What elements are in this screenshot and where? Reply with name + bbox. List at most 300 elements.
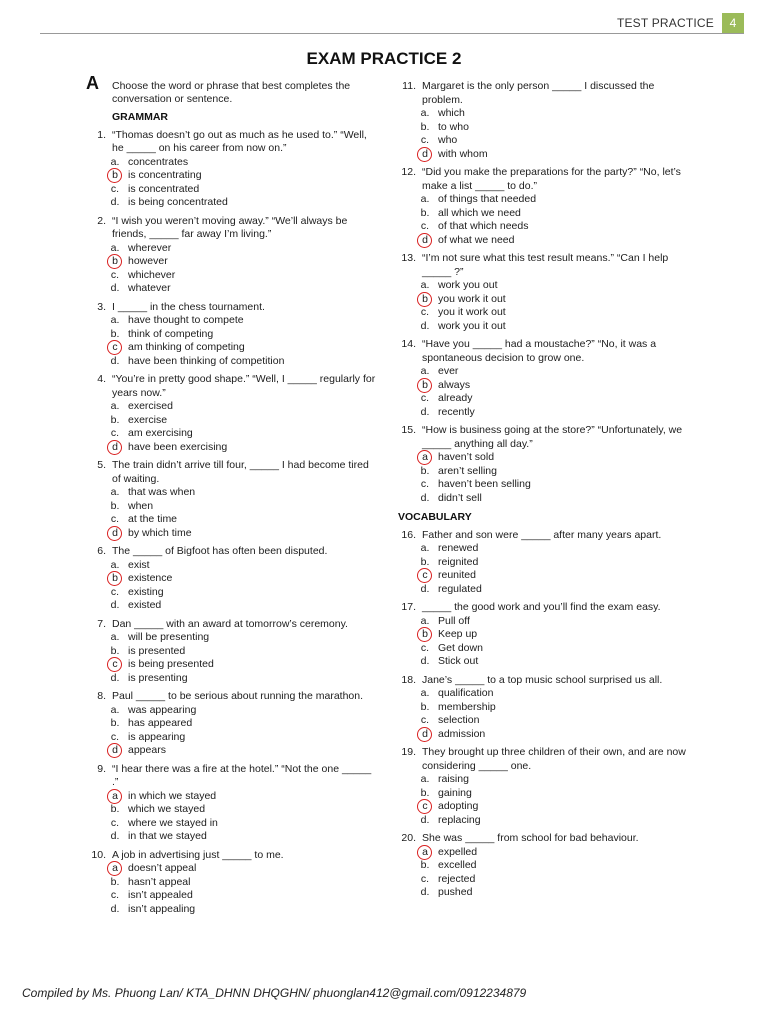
answer-option — [108, 441, 378, 455]
question-item — [398, 529, 698, 597]
question-stem — [398, 424, 698, 451]
question-stem — [398, 338, 698, 365]
circled-answer-letter: b — [418, 293, 432, 307]
question-item — [88, 129, 378, 210]
question-stem — [88, 763, 378, 790]
option-text: will be presenting — [128, 631, 210, 643]
option-letter: d. — [110, 196, 120, 208]
option-text: gaining — [438, 786, 472, 799]
left-column — [86, 73, 378, 921]
option-text: isn’t appealed — [128, 889, 193, 901]
circled-answer-letter: d — [418, 728, 432, 742]
option-letter: d. — [110, 599, 120, 611]
option-text: have been thinking of competition — [128, 354, 285, 367]
section-letter: A — [86, 73, 99, 93]
option-text: raising — [438, 773, 469, 785]
option-letter: b. — [110, 413, 120, 426]
option-letter: a. — [420, 107, 430, 119]
option-text: existing — [128, 585, 164, 598]
option-text: by which time — [128, 526, 192, 539]
question-text: “Thomas doesn’t go out as much as he used to.” “Well, he _____ on his career from now on.” — [112, 128, 367, 154]
option-text: Pull off — [438, 614, 470, 627]
footer-credit: Compiled by Ms. Phuong Lan/ KTA_DHNN DHQGHN/ phuonglan412@gmail.com/0912234879 — [22, 986, 527, 1000]
question-stem — [398, 832, 698, 846]
header-title: TEST PRACTICE — [616, 16, 714, 30]
option-letter: c. — [420, 392, 430, 404]
option-text: exercise — [128, 413, 168, 426]
option-letter: a. — [110, 155, 120, 168]
option-letter: d. — [420, 491, 430, 504]
page-title: EXAM PRACTICE 2 — [306, 49, 462, 68]
option-text: excelled — [438, 859, 477, 871]
option-letter: c. — [110, 182, 120, 195]
answer-option — [108, 427, 378, 441]
answer-option — [108, 328, 378, 342]
option-text: is presenting — [128, 671, 188, 684]
option-text: Stick out — [438, 655, 479, 667]
option-letter: a. — [420, 542, 430, 554]
answer-option — [418, 814, 698, 828]
question-number: 19. — [401, 746, 416, 758]
question-item — [88, 763, 378, 844]
option-text: which — [438, 107, 465, 119]
option-text: of what we need — [438, 233, 515, 246]
answer-option — [418, 379, 698, 393]
option-text: when — [128, 499, 154, 512]
option-letter: c. — [110, 427, 120, 439]
answer-option — [108, 314, 378, 328]
question-item — [88, 545, 378, 613]
question-stem — [398, 252, 698, 279]
answer-option — [108, 572, 378, 586]
question-number: 18. — [401, 673, 416, 686]
question-item — [88, 459, 378, 540]
answer-option — [418, 542, 698, 556]
answer-option — [108, 658, 378, 672]
option-letter: a. — [110, 703, 120, 716]
option-text: with whom — [438, 147, 488, 160]
circled-answer-letter: d — [108, 744, 122, 758]
option-text: always — [438, 378, 471, 391]
circled-answer-letter: a — [108, 790, 122, 804]
question-text: Margaret is the only person _____ I discussed the problem. — [422, 80, 655, 106]
option-text: is presented — [128, 644, 186, 657]
answer-option — [108, 731, 378, 745]
vocabulary-heading: VOCABULARY — [398, 511, 472, 523]
answer-option — [418, 220, 698, 234]
option-text: didn’t sell — [438, 491, 482, 504]
question-stem — [398, 529, 698, 543]
question-text: She was _____ from school for bad behaviour. — [422, 832, 639, 844]
circled-answer-letter: b — [108, 572, 122, 586]
question-stem — [88, 215, 378, 242]
question-number: 6. — [97, 545, 106, 557]
option-text: rejected — [438, 872, 476, 885]
question-number: 4. — [97, 373, 106, 385]
answer-option — [418, 787, 698, 801]
question-stem — [88, 459, 378, 486]
option-letter: a. — [110, 558, 120, 571]
option-letter: b. — [420, 859, 430, 871]
answer-option — [418, 583, 698, 597]
option-letter: c. — [420, 478, 430, 490]
question-number: 8. — [97, 690, 106, 702]
answer-option — [418, 773, 698, 787]
option-text: you it work out — [438, 306, 506, 318]
question-item — [88, 301, 378, 369]
answer-option — [418, 234, 698, 248]
circled-answer-letter: a — [418, 451, 432, 465]
question-stem — [88, 129, 378, 156]
answer-option — [418, 365, 698, 379]
right-column — [398, 80, 698, 905]
option-letter: c. — [420, 306, 430, 318]
option-text: aren’t selling — [438, 464, 497, 477]
question-number: 9. — [97, 762, 106, 775]
option-text: appears — [128, 744, 166, 756]
question-item — [88, 215, 378, 296]
circled-answer-letter: d — [108, 527, 122, 541]
answer-option — [108, 156, 378, 170]
answer-option — [108, 876, 378, 890]
question-stem — [398, 80, 698, 107]
option-letter: b. — [110, 803, 120, 815]
question-item — [88, 849, 378, 917]
option-letter: d. — [420, 813, 430, 826]
option-text: was appearing — [128, 703, 197, 716]
answer-option — [418, 121, 698, 135]
option-letter: c. — [420, 872, 430, 885]
question-text: “Did you make the preparations for the party?” “No, let’s make a list _____ to do.” — [422, 166, 681, 192]
header-divider — [40, 33, 744, 34]
option-text: have been exercising — [128, 440, 228, 453]
option-text: haven’t been selling — [438, 478, 531, 490]
question-stem — [88, 301, 378, 315]
option-text: existed — [128, 599, 162, 611]
question-item — [88, 618, 378, 686]
option-text: however — [128, 255, 168, 267]
answer-option — [418, 451, 698, 465]
answer-option — [108, 704, 378, 718]
option-letter: a. — [420, 279, 430, 291]
answer-option — [108, 559, 378, 573]
answer-option — [418, 392, 698, 406]
circled-answer-letter: b — [418, 379, 432, 393]
option-letter: a. — [110, 631, 120, 643]
question-text: Dan _____ with an award at tomorrow’s ceremony. — [112, 617, 348, 630]
answer-option — [418, 492, 698, 506]
question-text: “You’re in pretty good shape.” “Well, I _____ regularly for years now.” — [112, 373, 376, 399]
answer-option — [418, 320, 698, 334]
circled-answer-letter: c — [108, 341, 122, 355]
option-text: have thought to compete — [128, 314, 244, 326]
question-item — [398, 80, 698, 161]
question-number: 13. — [401, 252, 416, 264]
circled-answer-letter: c — [108, 658, 122, 672]
page-header — [617, 13, 744, 33]
answer-option — [108, 513, 378, 527]
option-text: Get down — [438, 641, 483, 654]
answer-option — [108, 255, 378, 269]
answer-option — [108, 183, 378, 197]
option-text: doesn’t appeal — [128, 862, 197, 874]
option-letter: d. — [420, 405, 430, 418]
option-text: is appearing — [128, 730, 186, 743]
answer-option — [418, 800, 698, 814]
grammar-heading: GRAMMAR — [112, 111, 168, 123]
question-text: I _____ in the chess tournament. — [112, 300, 265, 313]
answer-option — [108, 817, 378, 831]
option-text: am thinking of competing — [128, 341, 245, 353]
question-text: A job in advertising just _____ to me. — [112, 848, 284, 861]
answer-option — [418, 306, 698, 320]
option-text: who — [438, 134, 458, 146]
question-text: Paul _____ to be serious about running the marathon. — [112, 690, 364, 702]
question-number: 5. — [97, 459, 106, 471]
option-letter: d. — [420, 319, 430, 332]
answer-option — [418, 556, 698, 570]
answer-option — [108, 744, 378, 758]
question-number: 1. — [97, 128, 106, 141]
option-letter: c. — [420, 641, 430, 654]
option-text: haven’t sold — [438, 451, 495, 463]
option-letter: a. — [110, 241, 120, 254]
question-number: 11. — [402, 80, 416, 92]
question-stem — [88, 849, 378, 863]
option-letter: a. — [110, 400, 120, 412]
answer-option — [108, 586, 378, 600]
question-stem — [398, 601, 698, 615]
answer-option — [108, 672, 378, 686]
question-number: 7. — [97, 617, 106, 630]
question-stem — [88, 545, 378, 559]
instructions: Choose the word or phrase that best completes the conversation or sentence. — [112, 80, 351, 105]
option-text: selection — [438, 714, 480, 726]
question-text: The _____ of Bigfoot has often been disputed. — [112, 545, 328, 557]
answer-option — [108, 830, 378, 844]
option-text: already — [438, 392, 473, 404]
answer-option — [108, 717, 378, 731]
option-letter: b. — [110, 717, 120, 729]
option-text: is concentrating — [128, 169, 202, 181]
answer-option — [418, 873, 698, 887]
circled-answer-letter: b — [418, 628, 432, 642]
option-letter: c. — [110, 730, 120, 743]
question-item — [398, 746, 698, 827]
answer-option — [108, 862, 378, 876]
option-letter: a. — [110, 486, 120, 498]
option-letter: b. — [420, 555, 430, 568]
option-letter: b. — [420, 206, 430, 219]
circled-answer-letter: b — [108, 255, 122, 269]
option-text: where we stayed in — [128, 816, 218, 829]
option-text: work you out — [438, 279, 498, 291]
answer-option — [108, 282, 378, 296]
option-text: in that we stayed — [128, 830, 207, 842]
answer-option — [108, 486, 378, 500]
option-letter: c. — [110, 585, 120, 598]
question-item — [88, 373, 378, 454]
answer-option — [108, 269, 378, 283]
answer-option — [108, 400, 378, 414]
option-text: Keep up — [438, 628, 478, 640]
option-text: renewed — [438, 542, 479, 554]
question-text: Father and son were _____ after many years apart. — [422, 528, 662, 541]
question-item — [398, 601, 698, 669]
question-item — [398, 166, 698, 247]
circled-answer-letter: c — [418, 800, 432, 814]
answer-option — [108, 169, 378, 183]
option-text: whatever — [128, 282, 171, 294]
option-letter: b. — [420, 464, 430, 477]
question-number: 16. — [401, 528, 416, 541]
answer-option — [418, 846, 698, 860]
option-letter: d. — [110, 282, 120, 294]
option-text: adopting — [438, 800, 479, 812]
option-text: work you it out — [438, 319, 506, 332]
question-text: They brought up three children of their own, and are now considering _____ one. — [422, 746, 686, 772]
option-text: hasn’t appeal — [128, 875, 191, 888]
option-text: regulated — [438, 582, 482, 595]
right-question-list-vocab — [398, 529, 698, 900]
option-text: exercised — [128, 400, 173, 412]
question-number: 15. — [401, 424, 416, 436]
question-text: Jane’s _____ to a top music school surprised us all. — [422, 673, 663, 686]
answer-option — [418, 628, 698, 642]
option-text: in which we stayed — [128, 789, 217, 802]
option-text: all which we need — [438, 206, 521, 219]
question-number: 2. — [97, 214, 106, 227]
option-text: am exercising — [128, 427, 193, 439]
option-text: recently — [438, 405, 475, 418]
answer-option — [418, 293, 698, 307]
answer-option — [108, 790, 378, 804]
answer-option — [108, 500, 378, 514]
option-letter: b. — [110, 327, 120, 340]
option-letter: c. — [420, 134, 430, 146]
answer-option — [418, 859, 698, 873]
question-stem — [398, 746, 698, 773]
circled-answer-letter: d — [418, 148, 432, 162]
option-letter: d. — [420, 886, 430, 898]
option-letter: a. — [420, 614, 430, 627]
question-text: “I wish you weren’t moving away.” “We’ll always be friends, _____ far away I’m living.” — [112, 214, 348, 240]
answer-option — [418, 615, 698, 629]
circled-answer-letter: c — [418, 569, 432, 583]
option-text: expelled — [438, 845, 478, 858]
answer-option — [108, 414, 378, 428]
option-letter: d. — [110, 830, 120, 842]
answer-option — [418, 714, 698, 728]
option-text: qualification — [438, 687, 494, 699]
answer-option — [418, 701, 698, 715]
answer-option — [108, 903, 378, 917]
circled-answer-letter: d — [108, 441, 122, 455]
option-letter: d. — [420, 655, 430, 667]
question-item — [88, 690, 378, 758]
question-item — [398, 338, 698, 419]
question-item — [398, 252, 698, 333]
option-letter: c. — [110, 268, 120, 281]
option-letter: a. — [420, 365, 430, 377]
answer-option — [108, 645, 378, 659]
option-letter: d. — [420, 582, 430, 595]
question-number: 17. — [401, 601, 416, 613]
option-letter: b. — [110, 644, 120, 657]
option-letter: b. — [110, 499, 120, 512]
option-letter: b. — [420, 700, 430, 713]
right-question-list-grammar — [398, 80, 698, 505]
option-text: of things that needed — [438, 193, 537, 205]
question-stem — [88, 373, 378, 400]
option-letter: b. — [420, 786, 430, 799]
option-text: has appeared — [128, 717, 193, 729]
answer-option — [108, 803, 378, 817]
question-text: “Have you _____ had a moustache?” “No, it was a spontaneous decision to grow one. — [422, 338, 657, 364]
answer-option — [418, 148, 698, 162]
question-text: The train didn’t arrive till four, _____ I had become tired of waiting. — [112, 459, 369, 485]
option-text: which we stayed — [128, 803, 206, 815]
question-stem — [88, 690, 378, 704]
option-text: existence — [128, 572, 173, 584]
question-item — [398, 424, 698, 505]
answer-option — [418, 207, 698, 221]
answer-option — [418, 687, 698, 701]
option-text: think of competing — [128, 327, 214, 340]
answer-option — [108, 341, 378, 355]
answer-option — [418, 478, 698, 492]
question-number: 20. — [401, 832, 416, 844]
option-letter: a. — [420, 773, 430, 785]
answer-option — [418, 569, 698, 583]
question-item — [398, 832, 698, 900]
option-text: exist — [128, 558, 150, 571]
circled-answer-letter: a — [108, 862, 122, 876]
left-question-list — [88, 129, 378, 917]
question-number: 14. — [401, 338, 416, 350]
answer-option — [418, 728, 698, 742]
option-text: membership — [438, 700, 496, 713]
option-text: you work it out — [438, 292, 506, 305]
answer-option — [108, 355, 378, 369]
option-text: wherever — [128, 241, 172, 254]
answer-option — [418, 134, 698, 148]
option-letter: b. — [420, 120, 430, 133]
option-text: that was when — [128, 486, 196, 498]
option-letter: d. — [110, 671, 120, 684]
question-number: 10. — [91, 848, 106, 861]
option-text: reignited — [438, 555, 479, 568]
page-number-badge: 4 — [722, 13, 744, 33]
question-stem — [88, 618, 378, 632]
option-text: concentrates — [128, 155, 189, 168]
option-text: at the time — [128, 513, 178, 525]
option-text: pushed — [438, 886, 473, 898]
answer-option — [108, 196, 378, 210]
option-letter: a. — [110, 314, 120, 326]
option-text: replacing — [438, 813, 481, 826]
option-letter: d. — [110, 354, 120, 367]
answer-option — [418, 279, 698, 293]
option-text: admission — [438, 727, 486, 740]
option-letter: c. — [110, 816, 120, 829]
answer-option — [418, 406, 698, 420]
answer-option — [418, 642, 698, 656]
answer-option — [108, 631, 378, 645]
answer-option — [418, 193, 698, 207]
option-letter: c. — [420, 714, 430, 726]
option-text: is being concentrated — [128, 196, 228, 208]
